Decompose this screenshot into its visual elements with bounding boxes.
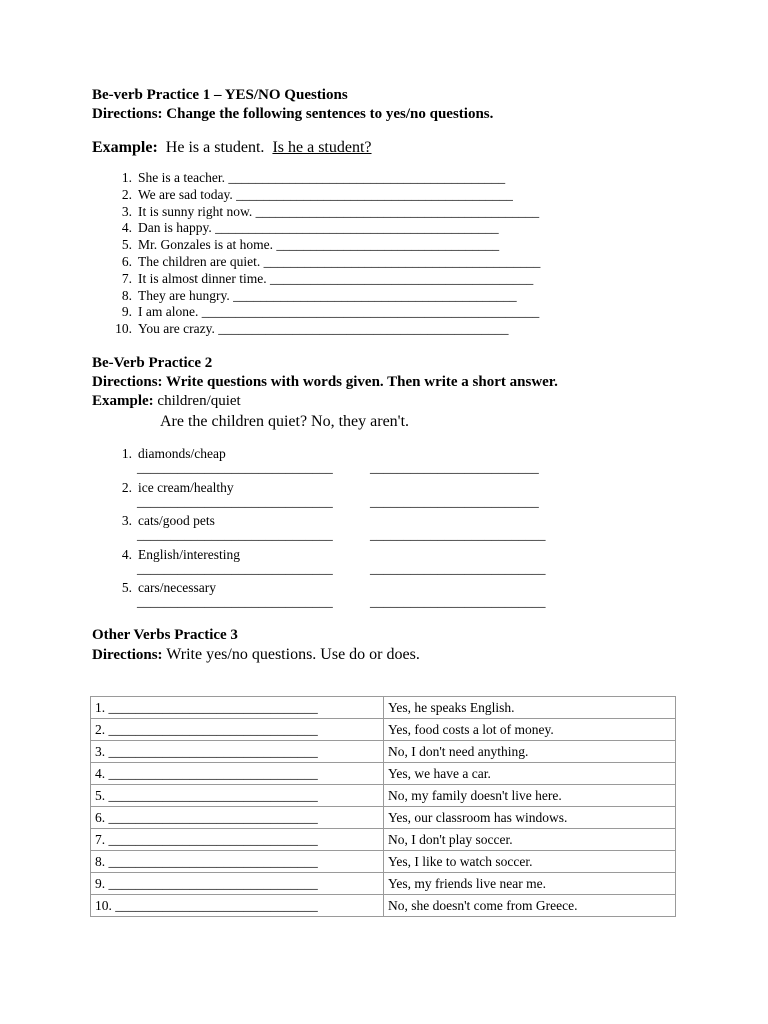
practice1-list [92,170,692,338]
list-item[interactable] [92,204,692,221]
question-cell[interactable]: 8. _______________________________ [91,851,384,873]
answer-cell: Yes, our classroom has windows. [384,807,676,829]
item-words: diamonds/cheap [138,445,226,461]
practice2-directions: Directions: Write questions with words given. Then write a short answer. [92,373,558,390]
item-text: Mr. Gonzales is at home. _________________________________ [138,237,500,253]
answer-cell: Yes, he speaks English. [384,697,676,719]
item-number: 2. [121,186,132,202]
table-row [91,719,676,741]
item-number: 1. [121,170,132,185]
item-text: Dan is happy. __________________________________________ [138,220,499,236]
table-row [91,873,676,895]
item-number: 10. [115,321,132,337]
list-item[interactable] [92,321,692,338]
item-number: 3. [121,513,132,529]
item-number: 5. [121,237,132,253]
question-cell[interactable]: 5. _______________________________ [91,785,384,807]
practice3-title: Other Verbs Practice 3 [92,626,238,643]
item-number: 2. [121,479,132,495]
question-blank[interactable]: _____________________________ [137,594,333,610]
question-cell[interactable]: 3. _______________________________ [91,741,384,763]
list-item [92,547,692,581]
question-cell[interactable]: 7. _______________________________ [91,829,384,851]
table-row [91,697,676,719]
practice2-example-label: Example: [92,392,154,409]
practice2-list [92,446,692,614]
question-cell[interactable]: 9. _______________________________ [91,873,384,895]
item-number: 7. [121,270,132,286]
practice3-table [90,696,676,917]
item-number: 5. [121,580,132,596]
list-item [92,480,692,514]
question-cell[interactable]: 6. _______________________________ [91,807,384,829]
item-text: You are crazy. ___________________________________________ [138,321,509,337]
list-item[interactable] [92,271,692,288]
question-cell[interactable]: 2. _______________________________ [91,719,384,741]
list-item [92,513,692,547]
item-words: cars/necessary [138,580,216,596]
question-blank[interactable]: _____________________________ [137,493,333,509]
question-cell[interactable]: 1. _______________________________ [91,697,384,719]
item-number: 8. [121,287,132,303]
item-text: It is almost dinner time. _______________________________________ [138,270,534,286]
table-row [91,785,676,807]
item-text: It is sunny right now. __________________________________________ [138,203,540,219]
answer-blank[interactable]: __________________________ [370,527,546,543]
list-item [92,446,692,480]
practice2-example-answer: Are the children quiet? No, they aren't. [160,412,410,430]
practice3-directions-label: Directions: [92,646,163,663]
list-item[interactable] [92,237,692,254]
list-item[interactable] [92,220,692,237]
answer-blank[interactable]: _________________________ [370,493,539,509]
practice2-title: Be-Verb Practice 2 [92,354,213,371]
list-item[interactable] [92,170,692,187]
practice2-example-words: children/quiet [157,392,241,409]
practice1-directions: Directions: Change the following sentences to yes/no questions. [92,106,494,122]
list-item[interactable] [92,254,692,271]
practice1-title: Be-verb Practice 1 – YES/NO Questions [92,87,348,103]
answer-cell: Yes, I like to watch soccer. [384,851,676,873]
list-item[interactable] [92,288,692,305]
answer-cell: No, she doesn't come from Greece. [384,895,676,917]
worksheet-page [92,86,692,665]
list-item [92,580,692,614]
table-row [91,829,676,851]
practice1-example-label: Example: [92,139,158,156]
practice1-example-answer: Is he a student? [272,139,372,156]
table-row [91,851,676,873]
practice1-example-sentence: He is a student. [165,139,265,156]
answer-cell: Yes, we have a car. [384,763,676,785]
practice1-section [92,86,692,338]
practice2-example [92,392,692,411]
table-row [91,807,676,829]
table-row [91,895,676,917]
item-number: 9. [121,304,132,320]
item-number: 6. [121,253,132,269]
item-number: 3. [121,203,132,219]
list-item[interactable] [92,187,692,204]
question-blank[interactable]: _____________________________ [137,459,333,475]
item-words: English/interesting [138,546,240,562]
item-text: They are hungry. __________________________________________ [138,287,517,303]
table-row [91,763,676,785]
item-words: cats/good pets [138,513,215,529]
answer-cell: No, I don't need anything. [384,741,676,763]
answer-cell: No, my family doesn't live here. [384,785,676,807]
practice3-section [92,626,692,665]
answer-cell: Yes, my friends live near me. [384,873,676,895]
item-number: 4. [121,220,132,236]
question-cell[interactable]: 4. _______________________________ [91,763,384,785]
practice3-directions-text: Write yes/no questions. Use do or does. [166,645,420,663]
item-text: I am alone. __________________________________________________ [138,304,540,320]
answer-blank[interactable]: _________________________ [370,459,539,475]
answer-blank[interactable]: __________________________ [370,560,546,576]
answer-cell: No, I don't play soccer. [384,829,676,851]
list-item[interactable] [92,304,692,321]
item-number: 1. [121,445,132,461]
question-blank[interactable]: _____________________________ [137,527,333,543]
table-row [91,741,676,763]
answer-cell: Yes, food costs a lot of money. [384,719,676,741]
item-number: 4. [121,546,132,562]
item-text: We are sad today. _________________________________________ [138,186,513,202]
item-text: She is a teacher. _________________________________________ [138,170,506,185]
item-text: The children are quiet. _________________________________________ [138,253,541,269]
item-words: ice cream/healthy [138,479,234,495]
practice2-section [92,354,692,614]
question-blank[interactable]: _____________________________ [137,560,333,576]
question-cell[interactable]: 10. ______________________________ [91,895,384,917]
practice1-example [92,138,692,158]
practice3-directions [92,645,692,665]
answer-blank[interactable]: __________________________ [370,594,546,610]
